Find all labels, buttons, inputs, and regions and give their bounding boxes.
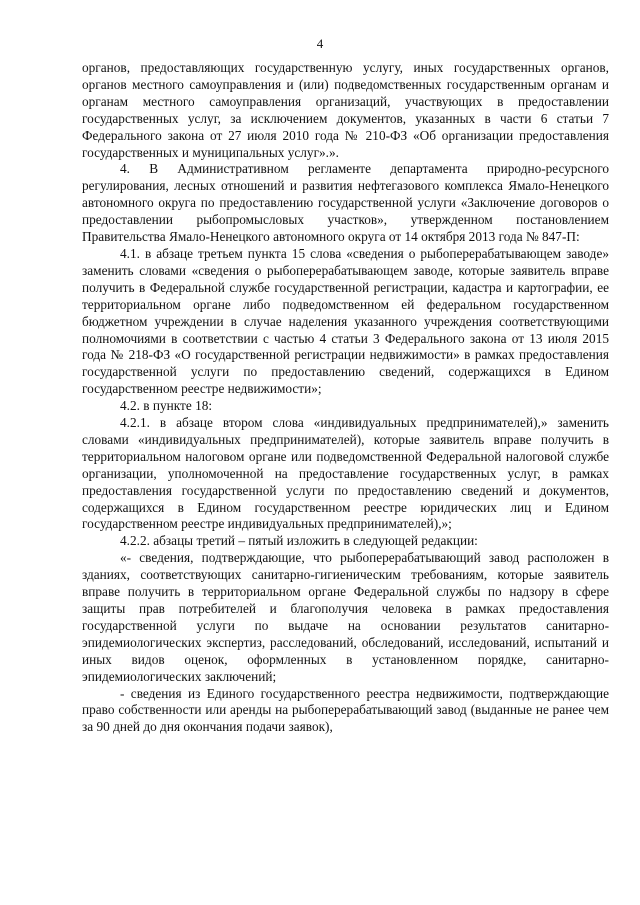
page-number: 4 (316, 36, 324, 51)
paragraph-quoted-item-2: - сведения из Единого государственного реестра недвижимости, подтверждающие право собственности или аренды на рыбоперерабатывающий завод (выданные не ранее чем за 90 дней до дня окончания подачи заявок), (82, 685, 609, 735)
paragraph-item-4-2: 4.2. в пункте 18: (120, 398, 213, 414)
paragraph-continuation: органов, предоставляющих государственную услугу, иных государственных органов, органов местного самоуправления и (или) подведомственных государственным органам и органам местного самоуправления организаций, участвующих в предоставлении государственных услуг, за исключением документов, указанных в части 6 статьи 7 Федерального закона от 27 июля 2010 года № 210-ФЗ «Об организации предоставления государственных и муниципальных услуг».». (82, 60, 609, 160)
paragraph-quoted-item-1: «- сведения, подтверждающие, что рыбоперерабатывающий завод расположен в зданиях, соответствующих санитарно-гигиеническим требованиям, которые заявитель вправе получить в территориальном органе Федеральной службы по надзору в сфере защиты прав потребителей и благополучия человека в рамках предоставления государственной услуги по выдаче на основании результатов санитарно-эпидемиологических экспертиз, расследований, обследований, исследований, испытаний и иных видов оценок, оформленных в установленном порядке, санитарно-эпидемиологических заключений; (82, 550, 609, 684)
paragraph-item-4-1: 4.1. в абзаце третьем пункта 15 слова «сведения о рыбоперерабатывающем заводе» заменить словами «сведения о рыбоперерабатывающем заводе, которые заявитель вправе получить в Федеральной службе государственной регистрации, кадастра и картографии, ее территориальном органе либо подведомственном ей федеральном государственном бюджетном учреждении в случае наделения указанного учреждения соответствующими полномочиями в соответствии с частью 4 статьи 3 Федерального закона от 13 июля 2015 года № 218-ФЗ «О государственной регистрации недвижимости» в рамках предоставления государственной услуги по предоставлению сведений, содержащихся в Едином государственном реестре недвижимости»; (82, 245, 609, 397)
paragraph-item-4-2-2: 4.2.2. абзацы третий – пятый изложить в следующей редакции: (120, 533, 478, 549)
paragraph-item-4: 4. В Административном регламенте департамента природно-ресурсного регулирования, лесных отношений и развития нефтегазового комплекса Ямало-Ненецкого автономного округа по предоставлению государственной услуги «Заключение договоров о предоставлении рыбопромысловых участков», утвержденном постановлением Правительства Ямало-Ненецкого автономного округа от 14 октября 2013 года № 847-П: (82, 161, 609, 245)
paragraph-item-4-2-1: 4.2.1. в абзаце втором слова «индивидуальных предпринимателей),» заменить словами «индивидуальных предпринимателей), которые заявитель вправе получить в территориальном налоговом органе или подведомственной Федеральной налоговой службе организации, уполномоченной на предоставление государственных услуг, в рамках предоставления государственной услуги по предоставлению сведений и документов, содержащихся в Едином государственном реестре юридических лиц и Едином государственном реестре индивидуальных предпринимателей),»; (82, 415, 609, 532)
document-body (82, 60, 609, 736)
